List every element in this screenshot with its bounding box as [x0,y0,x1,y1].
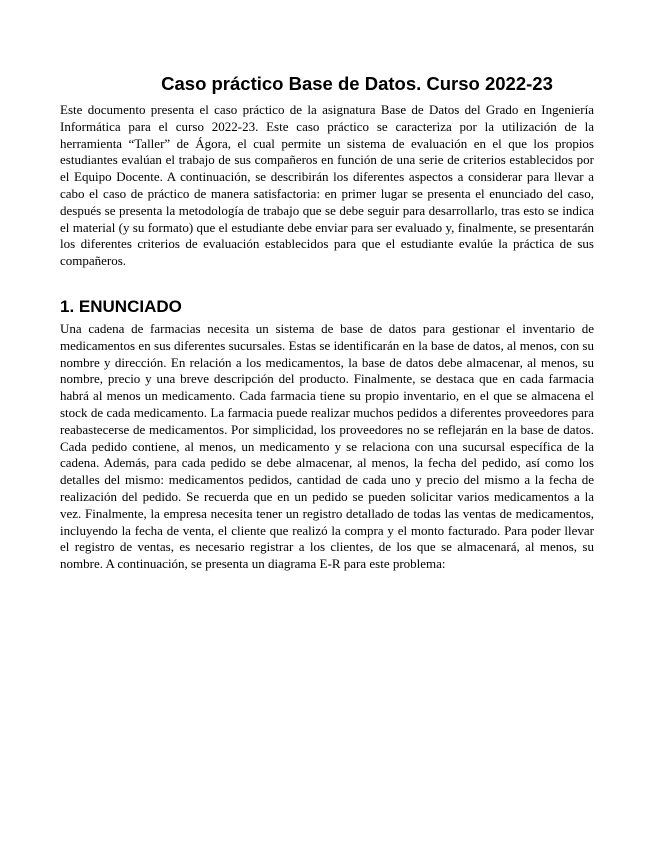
document-title: Caso práctico Base de Datos. Curso 2022-23 [161,73,553,94]
section-heading-enunciado: 1. ENUNCIADO [60,297,182,316]
intro-paragraph: Este documento presenta el caso práctico de la asignatura Base de Datos del Grado en Ingeniería Informática para el curso 2022-23. Este caso práctico se caracteriza por la utilización de la herramienta “Taller” de Ágora, el cual permite un sistema de evaluación en el que los propios estudiantes evalúan el trabajo de sus compañeros en función de una serie de criterios establecidos por el Equipo Docente. A continuación, se describirán los diferentes aspectos a considerar para llevar a cabo el caso de práctico de manera satisfactoria: en primer lugar se presenta el enunciado del caso, después se presenta la metodología de trabajo que se debe seguir para desarrollarlo, tras esto se indica el material (y su formato) que el estudiante debe enviar para ser evaluado y, finalmente, se presentarán los diferentes criterios de evaluación establecidos para que el estudiante evalúe la práctica de sus compañeros. [60,102,594,269]
enunciado-paragraph: Una cadena de farmacias necesita un sistema de base de datos para gestionar el inventario de medicamentos en sus diferentes sucursales. Estas se identificarán en la base de datos, al menos, con su nombre y dirección. En relación a los medicamentos, la base de datos debe almacenar, al menos, su nombre, precio y una breve descripción del producto. Finalmente, se destaca que en cada farmacia habrá al menos un medicamento. Cada farmacia tiene su propio inventario, en el que se almacena el stock de cada medicamento. La farmacia puede realizar muchos pedidos a diferentes proveedores para reabastecerse de medicamentos. Por simplicidad, los proveedores no se reflejarán en la base de datos. Cada pedido contiene, al menos, un medicamento y se relaciona con una sucursal específica de la cadena. Además, para cada pedido se debe almacenar, al menos, la fecha del pedido, así como los detalles del mismo: medicamentos pedidos, cantidad de cada uno y precio del mismo a la fecha de realización del pedido. Se recuerda que en un pedido se pueden solicitar varios medicamentos a la vez. Finalmente, la empresa necesita tener un registro detallado de todas las ventas de medicamentos, incluyendo la fecha de venta, el cliente que realizó la compra y el monto facturado. Para poder llevar el registro de ventas, es necesario registrar a los clientes, de los que se almacenará, al menos, su nombre. A continuación, se presenta un diagrama E-R para este problema: [60,321,594,572]
